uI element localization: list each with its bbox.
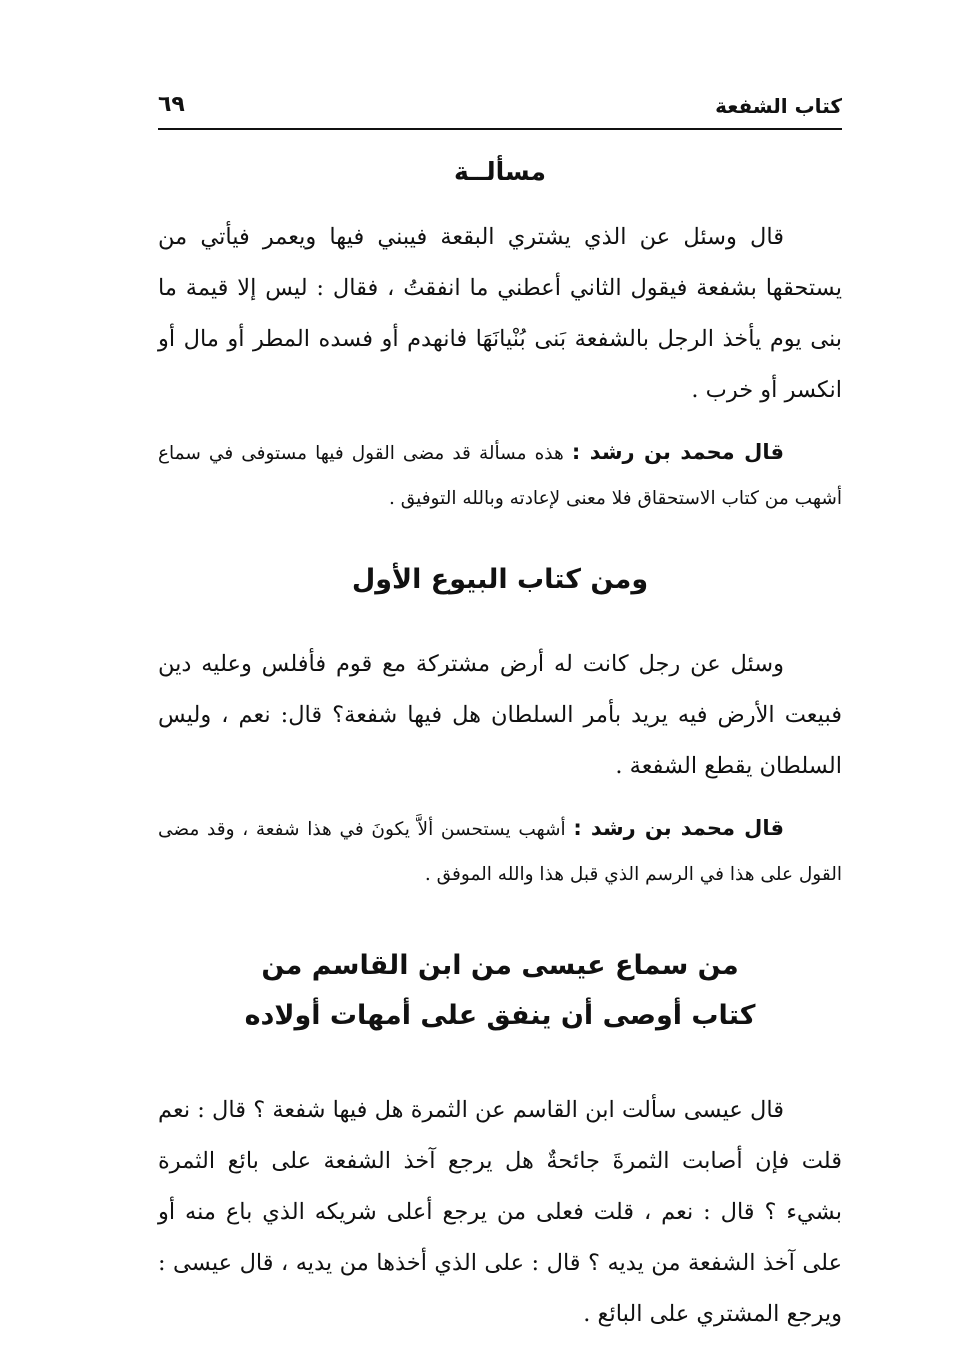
commentary-text: هذه مسألة قد مضى القول فيها مستوفى في سماع أشهب من كتاب الاستحقاق فلا معنى لإعادته وبالله التوفيق . [158,443,842,509]
section-heading-isa [158,941,842,1041]
page-content [158,146,842,1340]
page-number: ٦٩ [158,92,185,117]
running-header [158,88,842,130]
question-paragraph: وسئل عن رجل كانت له أرض مشتركة مع قوم فأفلس وعليه دين فبيعت الأرض فيه يريد بأمر السلطان هل فيها شفعة؟ قال: نعم ، وليس السلطان يقطع الشفعة . [158,651,842,779]
question-paragraph: قال عيسى سألت ابن القاسم عن الثمرة هل فيها شفعة ؟ قال : نعم قلت فإن أصابت الثمرةَ جائحةٌ هل يرجع آخذ الشفعة على بائع الثمرة بشيء ؟ قال : نعم ، قلت فعلى من يرجع أعلى شريكه الذي باع منه أو على آخذ الشفعة من يديه ؟ قال : على الذي أخذها من يديه ، قال عيسى : ويرجع المشتري على البائع . [158,1097,842,1327]
section-heading-buyu: ومن كتاب البيوع الأول [351,564,649,595]
commentary-speaker: قال محمد بن رشد : [573,816,784,840]
commentary-paragraph [158,806,842,897]
running-title: كتاب الشفعة [715,94,842,118]
question-paragraph: قال وسئل عن الذي يشتري البقعة فيبني فيها ويعمر فيأتي من يستحقها بشفعة فيقول الثاني أعطني ما انفقتُ ، فقال : ليس إلا قيمة ما بنى يوم يأخذ الرجل بالشفعة بَنى بُنْيانَهَا فانهدم أو فسده المطر أو مال أو انكسر أو خرب . [158,224,842,403]
commentary-paragraph [158,430,842,521]
commentary-text: أشهب يستحسن ألاَّ يكونَ في هذا شفعة ، وقد مضى القول على هذا في الرسم الذي قبل هذا والله الموفق . [158,819,842,885]
commentary-speaker: قال محمد بن رشد : [571,440,785,464]
heading-line-2: كتاب أوصى أن ينفق على أمهات أولاده [244,1000,756,1031]
section-heading-masala: مسألــة [454,157,546,186]
heading-line-1: من سماع عيسى من ابن القاسم من [261,950,739,981]
